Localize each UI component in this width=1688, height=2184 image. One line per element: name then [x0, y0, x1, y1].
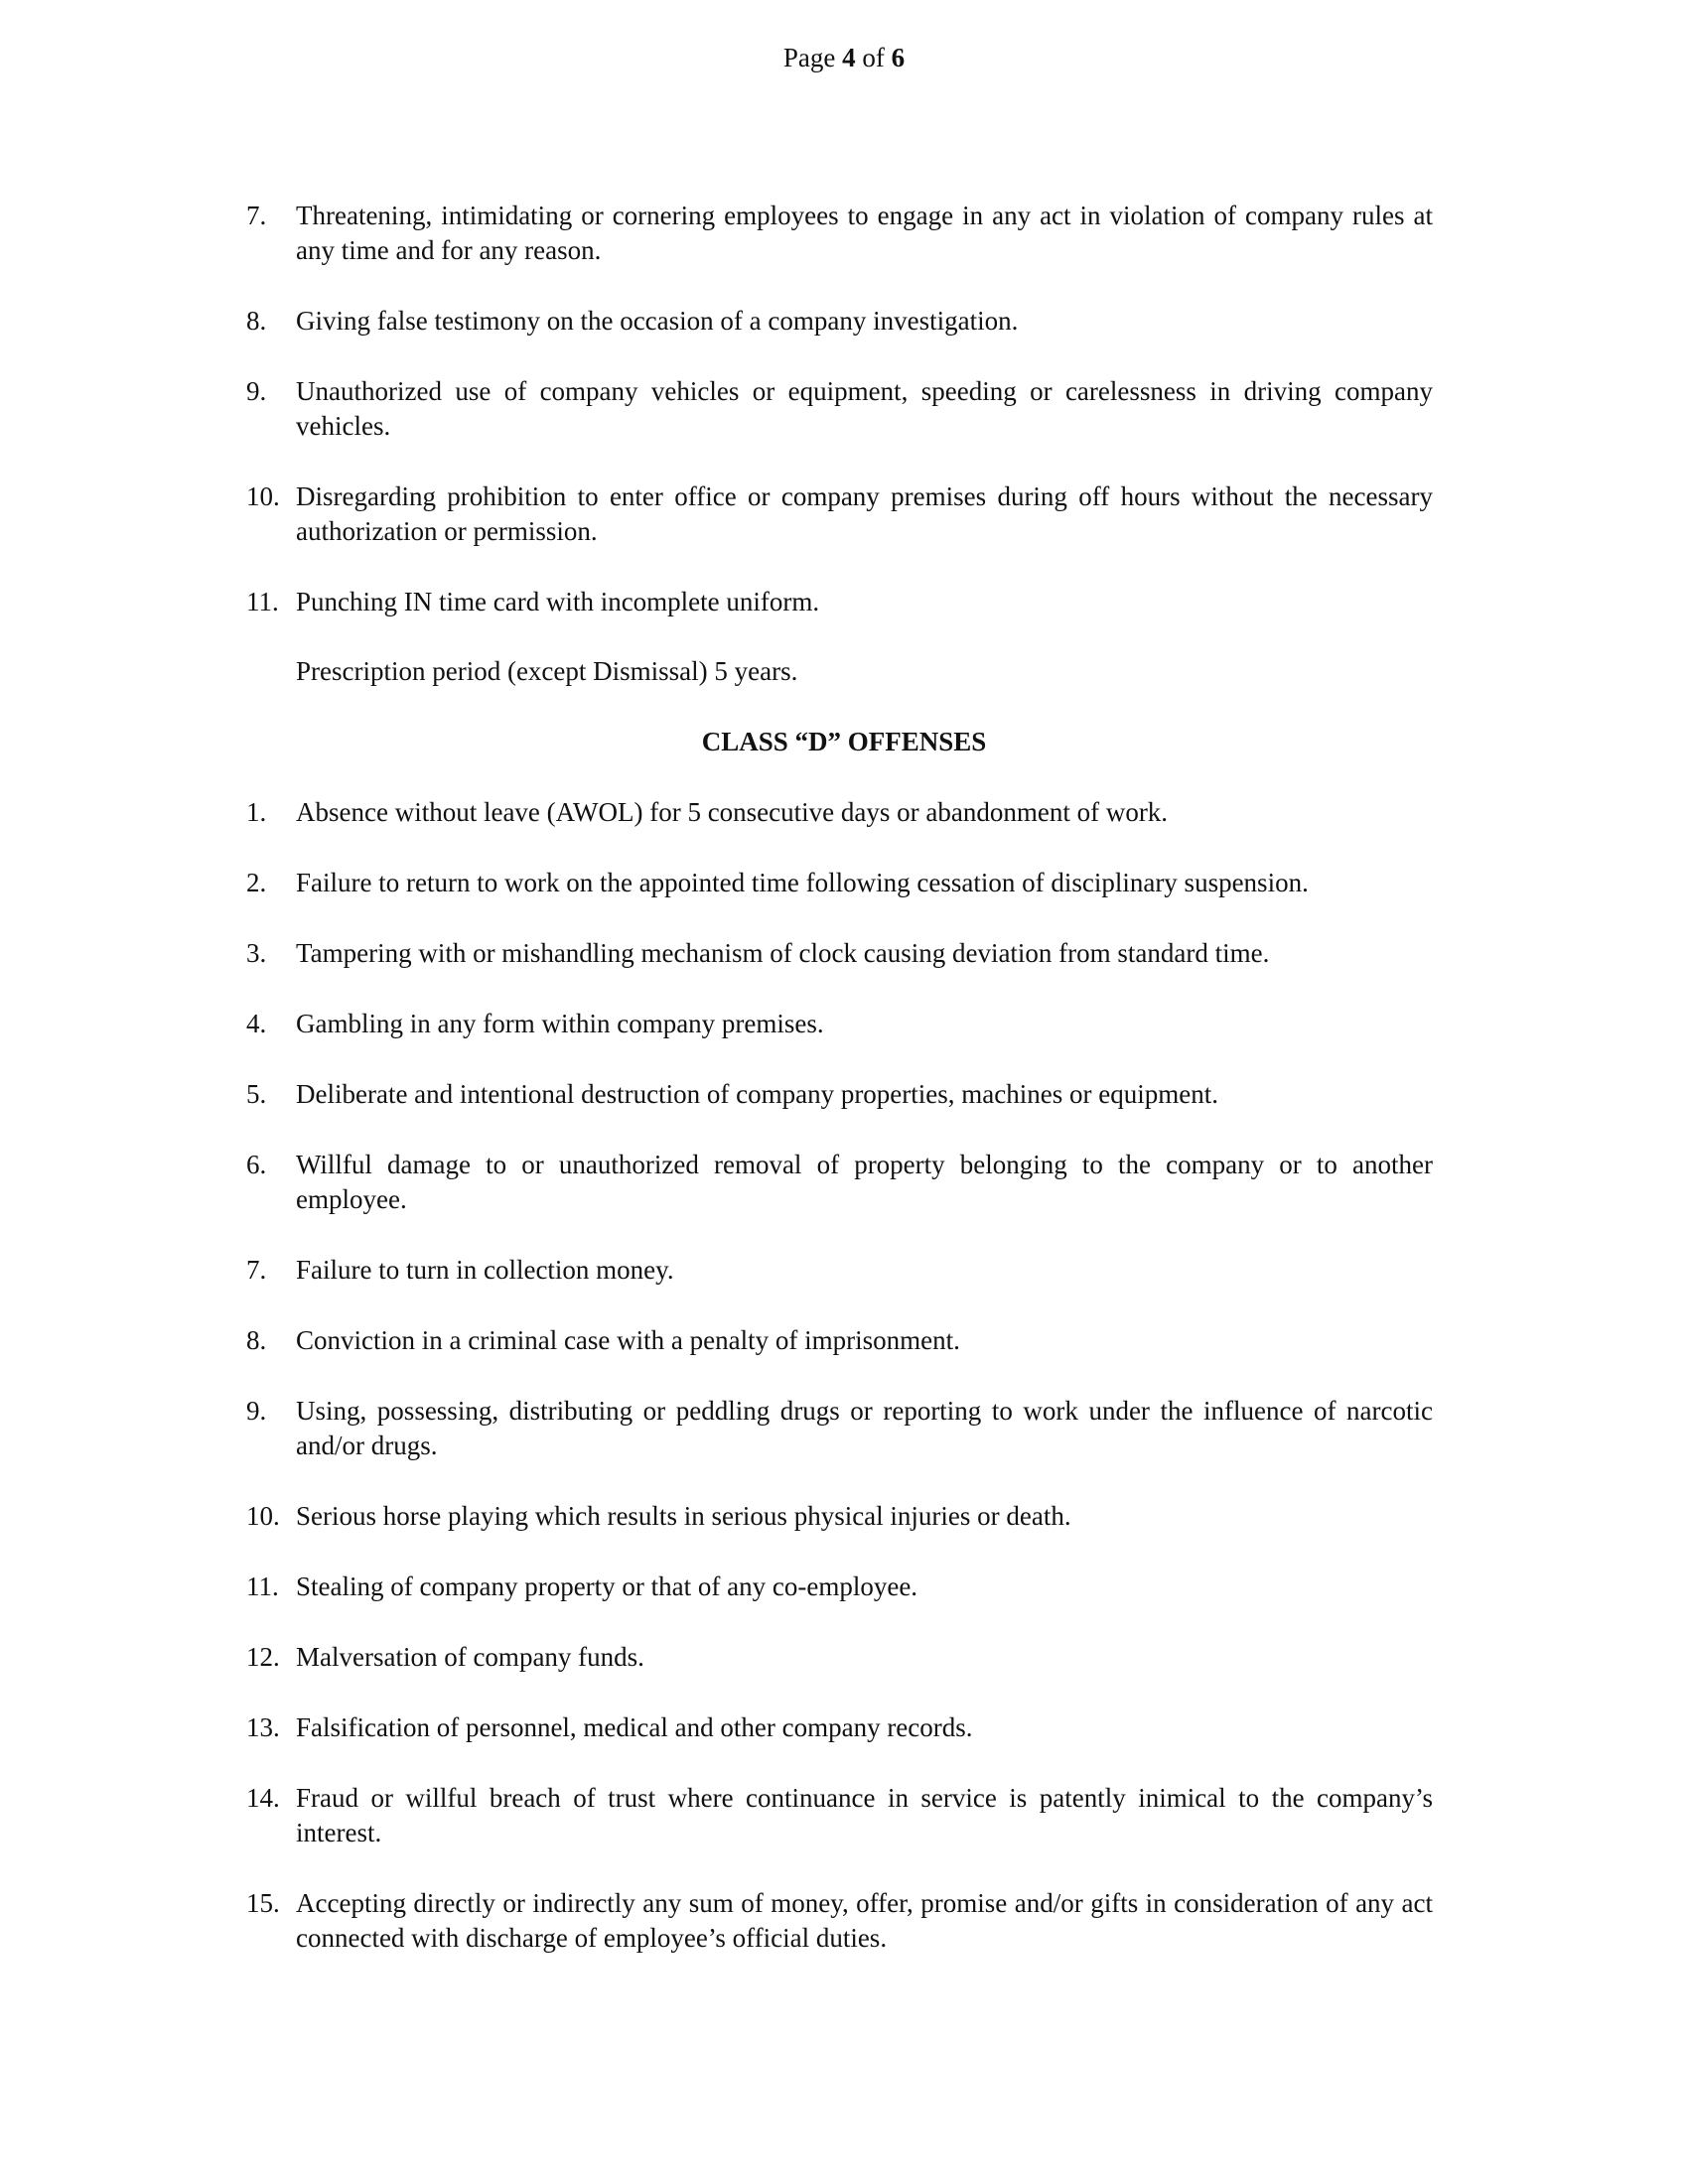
list-item	[0, 374, 1688, 444]
item-number: 15.	[246, 1888, 280, 1918]
item-number: 9.	[246, 376, 267, 406]
list-item	[0, 1710, 1688, 1745]
list-item	[0, 199, 1688, 268]
item-text: Accepting directly or indirectly any sum of money, offer, promise and/or gifts in consideration of any act connected with discharge of employee’s official duties.	[296, 1888, 1433, 1953]
item-number: 10.	[246, 481, 280, 511]
class-c-offenses-list	[0, 199, 1688, 619]
list-item	[0, 1570, 1688, 1604]
item-text: Using, possessing, distributing or peddling drugs or reporting to work under the influence of narcotic and/or drugs.	[296, 1396, 1433, 1460]
item-number: 6.	[246, 1150, 267, 1179]
item-number: 8.	[246, 1325, 267, 1355]
list-item	[0, 1781, 1688, 1850]
item-number: 2.	[246, 868, 267, 897]
page-number-header	[0, 40, 1688, 75]
item-number: 7.	[246, 1255, 267, 1285]
list-item	[0, 1640, 1688, 1675]
list-item	[0, 304, 1688, 339]
page-of-label: of	[862, 43, 885, 72]
item-text: Malversation of company funds.	[296, 1642, 644, 1672]
list-item	[0, 1323, 1688, 1358]
item-text: Punching IN time card with incomplete uniform.	[296, 587, 820, 616]
item-text: Conviction in a criminal case with a penalty of imprisonment.	[296, 1325, 960, 1355]
item-text: Serious horse playing which results in serious physical injuries or death.	[296, 1501, 1071, 1531]
item-text: Deliberate and intentional destruction of company properties, machines or equipment.	[296, 1079, 1218, 1109]
list-item	[0, 795, 1688, 830]
item-text: Failure to return to work on the appointed time following cessation of disciplinary suspension.	[296, 868, 1309, 897]
item-number: 14.	[246, 1783, 280, 1813]
class-d-heading: CLASS “D” OFFENSES	[701, 727, 987, 756]
item-number: 11.	[246, 587, 279, 616]
item-number: 8.	[246, 306, 267, 336]
item-number: 7.	[246, 201, 267, 230]
item-number: 4.	[246, 1009, 267, 1038]
list-item	[0, 1886, 1688, 1956]
list-item	[0, 936, 1688, 971]
item-text: Gambling in any form within company premises.	[296, 1009, 824, 1038]
list-item	[0, 1394, 1688, 1463]
item-text: Absence without leave (AWOL) for 5 consecutive days or abandonment of work.	[296, 797, 1169, 827]
item-number: 13.	[246, 1712, 280, 1742]
item-text: Failure to turn in collection money.	[296, 1255, 674, 1285]
item-text: Disregarding prohibition to enter office or company premises during off hours without the necessary authorization or permission.	[296, 481, 1433, 546]
item-text: Willful damage to or unauthorized removal of property belonging to the company or to another employee.	[296, 1150, 1433, 1214]
list-item	[0, 866, 1688, 900]
item-number: 12.	[246, 1642, 280, 1672]
item-number: 11.	[246, 1571, 279, 1601]
list-item	[0, 1148, 1688, 1217]
item-text: Giving false testimony on the occasion of a company investigation.	[296, 306, 1019, 336]
item-text: Stealing of company property or that of any co-employee.	[296, 1571, 918, 1601]
class-d-offenses-list	[0, 795, 1688, 1956]
list-item	[0, 1499, 1688, 1534]
item-text: Threatening, intimidating or cornering employees to engage in any act in violation of company rules at any time and for any reason.	[296, 201, 1433, 265]
prescription-period-note: Prescription period (except Dismissal) 5 years.	[296, 656, 798, 686]
current-page-number: 4	[842, 43, 856, 72]
item-text: Tampering with or mishandling mechanism of clock causing deviation from standard time.	[296, 938, 1270, 968]
item-number: 3.	[246, 938, 267, 968]
list-item	[0, 479, 1688, 549]
item-text: Unauthorized use of company vehicles or equipment, speeding or carelessness in driving company vehicles.	[296, 376, 1433, 441]
item-number: 5.	[246, 1079, 267, 1109]
item-number: 9.	[246, 1396, 267, 1426]
list-item	[0, 1253, 1688, 1288]
list-item	[0, 585, 1688, 619]
list-item	[0, 1007, 1688, 1041]
page-label: Page	[782, 43, 836, 72]
item-number: 10.	[246, 1501, 280, 1531]
item-number: 1.	[246, 797, 267, 827]
list-item	[0, 1077, 1688, 1112]
total-pages-number: 6	[891, 43, 906, 72]
item-text: Falsification of personnel, medical and other company records.	[296, 1712, 973, 1742]
item-text: Fraud or willful breach of trust where continuance in service is patently inimical to the company’s interest.	[296, 1783, 1433, 1847]
